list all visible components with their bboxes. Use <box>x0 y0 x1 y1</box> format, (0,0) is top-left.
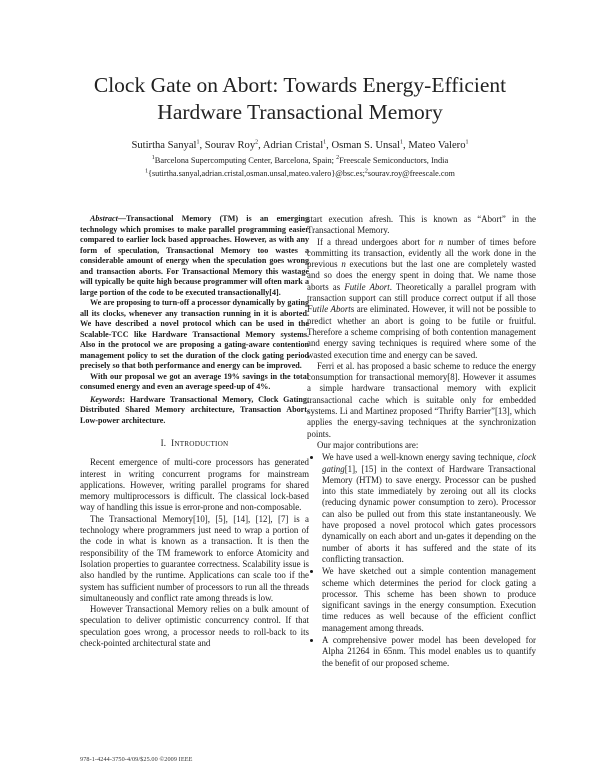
author-affil-mark: 2 <box>255 139 259 146</box>
body-paragraph: Ferri et al. has proposed a basic scheme to reduce the energy consumption for transactional memory[8]. However it assumes a simple hardware transactional memory with explicit transactional cache which is suitable only for embedded systems. Li and Martinez proposed “Thrifty Barrier”[13], which applies the energy-saving techniques at the synchronization points. <box>307 360 536 439</box>
body-paragraph: However Transactional Memory relies on a bulk amount of speculation to deliver optimistic concurrency control. If that speculation goes wrong, a processor needs to roll-back to its check-pointed architectural state and <box>80 604 309 649</box>
list-item <box>322 452 536 565</box>
affiliation-1: Barcelona Supercomputing Center, Barcelona, Spain; <box>154 156 335 165</box>
abstract-text: —Transactional Memory (TM) is an emerging technology which promises to make parallel programming easier compared to earlier lock based approaches. However, as with any form of speculation, Transactional Memory too wastes a considerable amount of energy when the speculation goes wrong and transaction aborts. For Transactional Memory this wastage will typically be quite high because programmer will often mark a large portion of the code to be executed transactionally[4]. <box>80 214 309 297</box>
affil-mark: 1 <box>151 155 155 162</box>
text-run: . Theoretically a parallel program with transaction support can still produce correct output if all those <box>307 281 536 304</box>
affil-mark: 2 <box>336 155 340 162</box>
keywords <box>80 395 309 427</box>
email-1: {sutirtha.sanyal,adrian.cristal,osman.unsal,mateo.valero}@bsc.es; <box>148 169 365 178</box>
text-run: If a thread undergoes abort for <box>317 236 439 247</box>
author-affil-mark: 1 <box>465 139 469 146</box>
title-line-1: Clock Gate on Abort: Towards Energy-Efficient <box>93 73 507 97</box>
section-number: I. <box>160 438 167 448</box>
body-paragraph: Recent emergence of multi-core processors has generated interest in writing concurrent programs for mainstream applications. However, writing parallel programs for shared memory multiprocessors is difficult. The classical lock-based way of handling this issue is error-prone and non-composable. <box>80 457 309 513</box>
emphasis: Futile Abort <box>344 281 390 292</box>
author-affil-mark: 1 <box>323 139 327 146</box>
math-var: n <box>438 236 444 247</box>
keywords-lead: Keywords <box>90 394 123 404</box>
section-title-rest: NTRODUCTION <box>174 440 229 448</box>
title-line-2: Hardware Transactional Memory <box>157 100 443 124</box>
text-run: number of times before committing its transaction, evidently all the work done in the previous <box>307 236 536 270</box>
email-mark: 1 <box>145 168 149 175</box>
affiliation-line <box>30 155 570 167</box>
text-run: s are eliminated. However, it will not be possible to predict whether an abort is going to be futile or fruitful. Therefore a scheme comprising of both contention management and energy saving techniques is required where some of the wasted execution time and energy can be saved. <box>307 304 536 360</box>
right-column <box>307 214 536 670</box>
author-name: Adrian Cristal <box>262 140 324 151</box>
abstract-lead: Abstract <box>90 214 118 223</box>
author-list: Sutirtha Sanyal$^1$, Sourav Roy$^2$, Adrian Cristal$^1$, Osman S. Unsal$^1$, Mateo Valero$^1$ <box>131 139 469 151</box>
abstract <box>80 214 309 426</box>
text-run: We have used a well-known energy saving technique, <box>322 452 518 463</box>
copyright-footer: 978-1-4244-3750-4/09/$25.00 ©2009 IEEE <box>80 756 193 763</box>
email-line <box>30 168 570 180</box>
abstract-paragraph: We are proposing to turn-off a processor dynamically by gating all its clocks, whenever any transaction running in it is aborted. We have described a novel protocol which can be used in the Scalable-TCC like Hardware Transactional Memory systems. Also in the protocol we are proposing a gating-aware contention management policy to set the duration of the clock gating period precisely so that both performance and energy can be improved. <box>80 298 309 370</box>
email-2: sourav.roy@freescale.com <box>367 169 455 178</box>
body-paragraph <box>307 237 536 361</box>
author-name: Mateo Valero <box>408 140 466 151</box>
left-column <box>80 214 309 649</box>
author-name: Sourav Roy <box>204 140 256 151</box>
abstract-paragraph: With our proposal we got an average 19% savings in the total consumed energy and even an average speed-up of 4%. <box>80 371 309 391</box>
author-affil-mark: 1 <box>400 139 404 146</box>
emphasis: Futile Abort <box>307 304 351 315</box>
text-run: executions but the last one are completely wasted and so does the energy spent in doing that. We name those aborts as <box>307 259 536 292</box>
section-heading <box>80 438 309 450</box>
contribution-list <box>307 452 536 669</box>
email-mark: 2 <box>364 168 368 175</box>
math-var: n <box>341 259 346 270</box>
list-item: • A comprehensive power model has been developed for Alpha 21264 in 65nm. This model enables us to quantify the benefit of our proposed scheme. <box>322 635 536 669</box>
body-paragraph: The Transactional Memory[10], [5], [14], [12], [7] is a technology where programmers just need to wrap a portion of the code in what is known as a transaction. It is then the responsibility of the TM framework to enforce Atomicity and Isolation properties to guarantee correctness. Scalability issue is also handled by the runtime. Applications can scale too if the system has sufficient number of processors to run all the threads simultaneously and conflict rate among threads is low. <box>80 513 309 603</box>
list-item: • We have sketched out a simple contention management scheme which determines the period for clock gating a processor. This scheme has been shown to produce significant savings in the energy consumption. Execution time reduces as well because of the efficient conflict management among threads. <box>322 566 536 634</box>
abstract-paragraph <box>80 214 309 298</box>
author-name: Osman S. Unsal <box>331 140 401 151</box>
text-run: [1], [15] in the context of Hardware Transactional Memory (HTM) to save energy. Processor can be pushed into this state immediately by zeroing out all its clocks (reducing dynamic power consumption to zero). Processor can also be pulled out from this state instantaneously. We have proposed a novel protocol which gates processors dynamically on each abort and un-gates it depending on the number of aborts it has suffered and the state of its conflicting transaction. <box>322 463 536 564</box>
affiliation-2: Freescale Semiconductors, India <box>339 156 449 165</box>
paper-title <box>40 72 560 126</box>
emphasis: clock gating <box>322 452 536 474</box>
keywords-text: : Hardware Transactional Memory, Clock Gating, Distributed Shared Memory architecture, Transaction Abort, Low-power architecture. <box>80 394 309 425</box>
body-paragraph: Our major contributions are: <box>317 439 419 450</box>
section-initial: I <box>171 438 175 448</box>
body-paragraph: start execution afresh. This is known as “Abort” in the Transactional Memory. <box>307 214 536 236</box>
author-affil-mark: 1 <box>196 139 200 146</box>
author-name: Sutirtha Sanyal <box>131 140 197 151</box>
